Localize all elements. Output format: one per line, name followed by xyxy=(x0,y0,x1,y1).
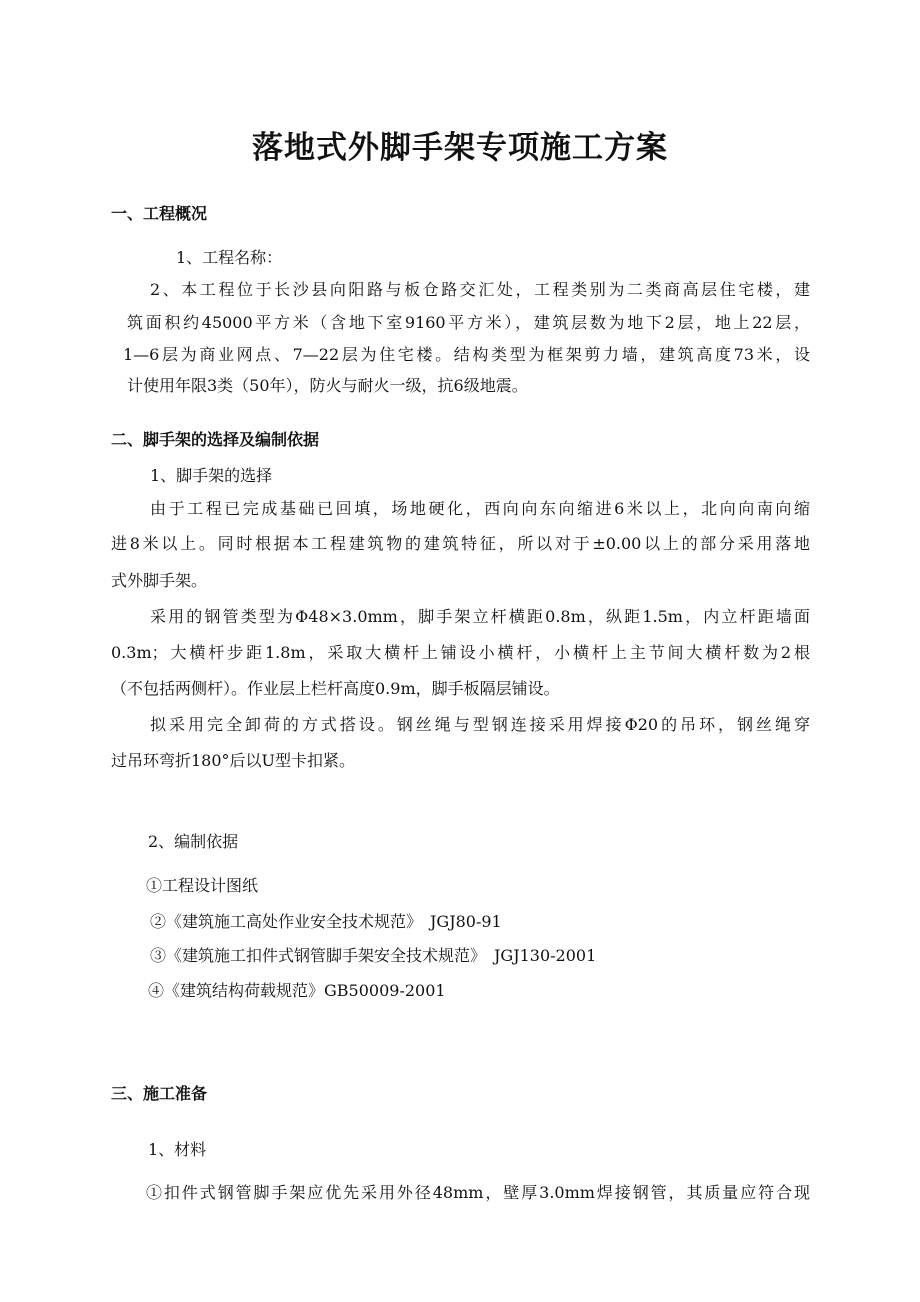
overview-line-1: 2、本工程位于长沙县向阳路与板仓路交汇处，工程类别为二类商高层住宅楼，建 xyxy=(150,280,810,299)
selection-para3-line-1: 拟采用完全卸荷的方式搭设。钢丝绳与型钢连接采用焊接Φ20的吊环，钢丝绳穿 xyxy=(150,715,810,734)
basis-item-3: ③《建筑施工扣件式钢管脚手架安全技术规范》 JGJ130-2001 xyxy=(150,946,597,965)
selection-para2-line-2: 0.3m；大横杆步距1.8m，采取大横杆上铺设小横杆，小横杆上主节间大横杆数为2根 xyxy=(111,643,810,662)
selection-para1-line-1: 由于工程已完成基础已回填，场地硬化，西向向东向缩进6米以上，北向向南向缩 xyxy=(150,499,810,518)
section-heading-scaffold-selection: 二、脚手架的选择及编制依据 xyxy=(111,430,320,449)
selection-para3-line-2: 过吊环弯折180°后以U型卡扣紧。 xyxy=(111,751,356,770)
section-heading-overview: 一、工程概况 xyxy=(111,204,208,223)
document-title: 落地式外脚手架专项施工方案 xyxy=(252,130,668,166)
basis-item-2: ②《建筑施工高处作业安全技术规范》 JGJ80-91 xyxy=(150,912,502,931)
project-name-line: 1、工程名称： xyxy=(176,248,283,267)
subheading-materials: 1、材料 xyxy=(148,1140,207,1159)
selection-para1-line-3: 式外脚手架。 xyxy=(111,571,208,590)
subheading-scaffold-selection: 1、脚手架的选择 xyxy=(150,466,273,485)
subheading-compilation-basis: 2、编制依据 xyxy=(148,832,239,851)
basis-item-1: ①工程设计图纸 xyxy=(146,876,259,895)
section-heading-preparation: 三、施工准备 xyxy=(111,1084,208,1103)
overview-line-3: 1—6层为商业网点、7—22层为住宅楼。结构类型为框架剪力墙，建筑高度73米，设 xyxy=(123,345,810,364)
basis-item-4: ④《建筑结构荷载规范》GB50009-2001 xyxy=(148,981,446,1000)
overview-line-4: 计使用年限3类（50年），防火与耐火一级，抗6级地震。 xyxy=(127,376,528,395)
materials-para1-line-1: ①扣件式钢管脚手架应优先采用外径48mm，壁厚3.0mm焊接钢管，其质量应符合现 xyxy=(146,1183,810,1202)
selection-para1-line-2: 进8米以上。同时根据本工程建筑物的建筑特征，所以对于±0.00以上的部分采用落地 xyxy=(111,534,810,553)
selection-para2-line-1: 采用的钢管类型为Φ48×3.0mm，脚手架立杆横距0.8m，纵距1.5m，内立杆距墙面 xyxy=(150,607,810,626)
overview-line-2: 筑面积约45000平方米（含地下室9160平方米），建筑层数为地下2层，地上22层， xyxy=(127,313,810,332)
selection-para2-line-3: （不包括两侧杆）。作业层上栏杆高度0.9m，脚手板隔层铺设。 xyxy=(111,679,560,698)
